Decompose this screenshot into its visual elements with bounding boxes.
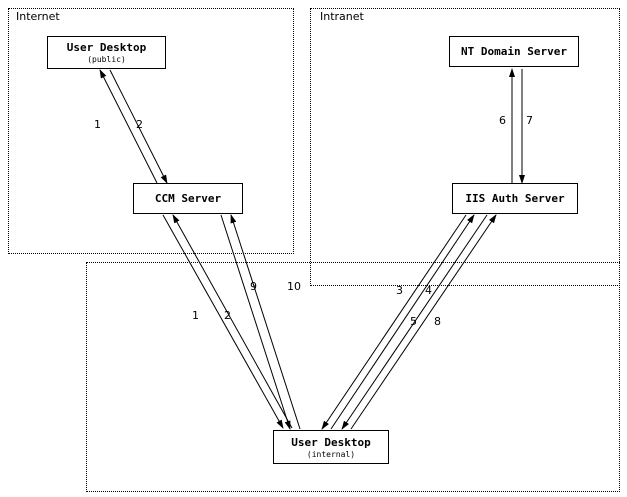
edge-label-9: 9 xyxy=(250,280,257,293)
node-nt-domain-server[interactable] xyxy=(449,36,579,67)
zone-intranet-label: Intranet xyxy=(320,10,364,23)
edge-label-10: 10 xyxy=(287,280,301,293)
node-title: IIS Auth Server xyxy=(465,192,565,205)
edge-label-4: 4 xyxy=(425,284,432,297)
edge-label-1-internal: 1 xyxy=(192,309,199,322)
node-title: CCM Server xyxy=(154,192,222,205)
node-title: User Desktop xyxy=(66,41,147,54)
node-ccm-server[interactable] xyxy=(133,183,243,214)
edge-label-3: 3 xyxy=(396,284,403,297)
node-subtitle: (public) xyxy=(87,55,126,64)
zone-internet-label: Internet xyxy=(16,10,60,23)
node-user-desktop-public[interactable] xyxy=(47,36,166,69)
node-iis-auth-server[interactable] xyxy=(452,183,578,214)
edge-label-5: 5 xyxy=(410,315,417,328)
edge-label-2-public: 2 xyxy=(136,118,143,131)
node-title: NT Domain Server xyxy=(461,45,567,58)
edge-label-7: 7 xyxy=(526,114,533,127)
edge-label-1-public: 1 xyxy=(94,118,101,131)
node-title: User Desktop xyxy=(291,435,371,449)
node-subtitle: (internal) xyxy=(306,449,356,459)
edge-label-6: 6 xyxy=(499,114,506,127)
edge-label-8: 8 xyxy=(434,315,441,328)
node-user-desktop-internal[interactable] xyxy=(273,430,389,464)
edge-label-2-internal: 2 xyxy=(224,309,231,322)
